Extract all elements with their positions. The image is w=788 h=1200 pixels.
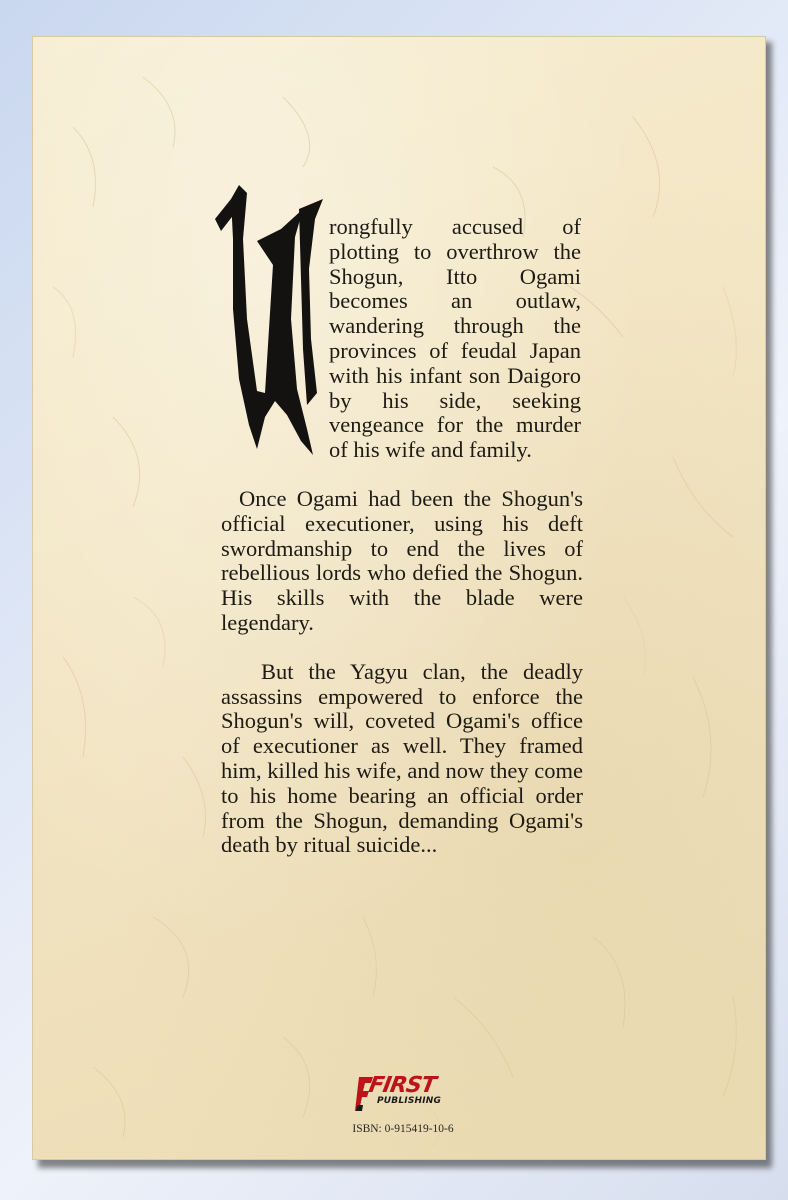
publisher-logo-first: FIRST bbox=[366, 1073, 438, 1098]
book-back-cover bbox=[32, 36, 766, 1160]
publisher-logo-publishing: PUBLISHING bbox=[377, 1096, 442, 1106]
paragraph-2: Once Ogami had been the Shogun's official executioner, using his deft swordmanship to end the lives of rebellious lords who defied the Shogun. His skills with the blade were legendary. bbox=[221, 485, 583, 635]
synopsis-text bbox=[221, 215, 583, 858]
paragraph-3: But the Yagyu clan, the deadly assassins empowered to enforce the Shogun's will, coveted Ogami's office of executioner as well. They framed him, killed his wife, and now they come to his home bearing an official order from the Shogun, demanding Ogami's death by ritual suicide... bbox=[221, 658, 583, 858]
isbn-number: ISBN: 0-915419-10-6 bbox=[352, 1123, 454, 1135]
publisher-logo bbox=[353, 1073, 453, 1115]
paragraph-1: rongfully accused of plotting to overthrow the Shogun, Itto Ogami becomes an outlaw, wandering through the provinces of feudal Japan with his infant son Daigoro by his side, seeking vengeance for the murder of his wife and family. bbox=[329, 214, 581, 463]
